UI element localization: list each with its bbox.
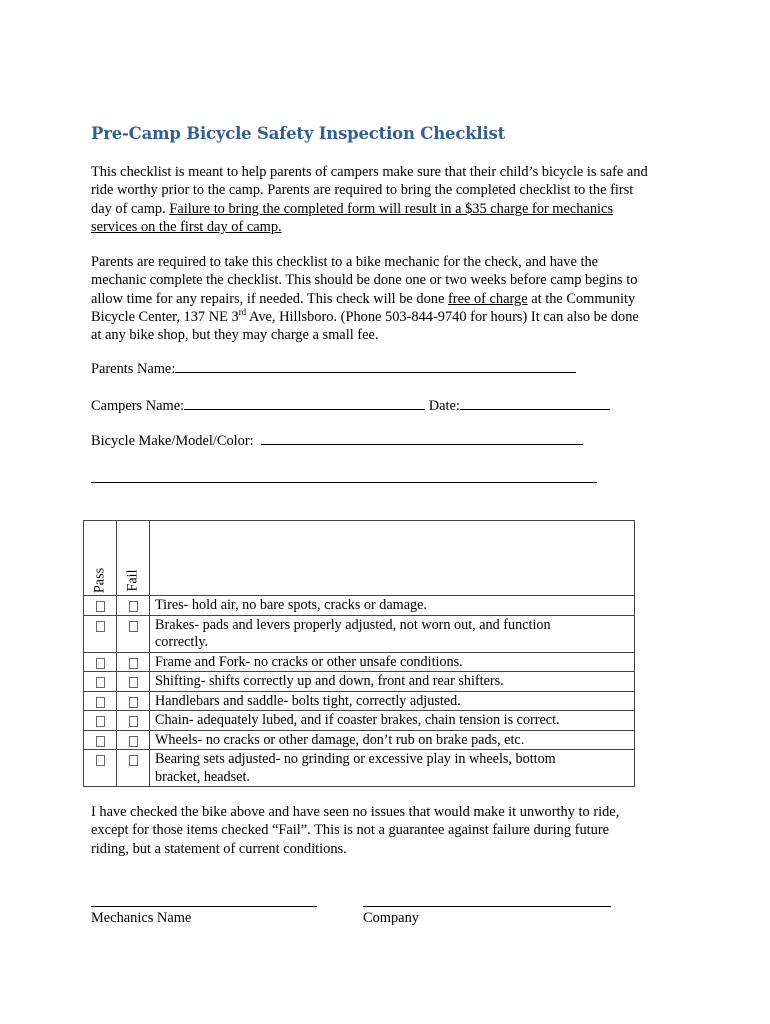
ordinal-suffix: rd bbox=[238, 307, 247, 318]
closing-line-3: riding, but a statement of current conditions. bbox=[91, 840, 347, 857]
pass-cell[interactable] bbox=[84, 730, 117, 750]
item-description bbox=[150, 672, 635, 692]
fail-cell[interactable] bbox=[117, 652, 150, 672]
instructions-line-2: mechanic complete the checklist. This should be done one or two weeks before camp begins to bbox=[91, 272, 638, 289]
item-line: Chain- adequately lubed, and if coaster brakes, chain tension is correct. bbox=[155, 712, 560, 728]
instructions-line-3a: allow time for any repairs, if needed. This check will be done bbox=[91, 290, 448, 307]
item-line: Frame and Fork- no cracks or other unsafe conditions. bbox=[155, 653, 463, 670]
pass-cell[interactable] bbox=[84, 615, 117, 652]
bicycle-field[interactable] bbox=[91, 432, 583, 450]
item-line: Shifting- shifts correctly up and down, front and rear shifters. bbox=[155, 673, 504, 689]
table-header-row bbox=[84, 521, 635, 596]
fail-checkbox[interactable] bbox=[129, 716, 138, 727]
company-signature-line[interactable] bbox=[363, 906, 611, 907]
instructions-line-3 bbox=[91, 290, 691, 308]
date-line[interactable] bbox=[460, 397, 610, 410]
fail-checkbox[interactable] bbox=[129, 755, 138, 766]
charge-warning: Failure to bring the completed form will result in a $35 charge for mechanics bbox=[169, 200, 614, 217]
fail-cell[interactable] bbox=[117, 596, 150, 616]
free-of-charge: free of charge bbox=[447, 290, 528, 307]
company-label: Company bbox=[363, 910, 419, 926]
pass-checkbox[interactable] bbox=[96, 601, 105, 612]
instructions-paragraph bbox=[91, 253, 691, 344]
fail-checkbox[interactable] bbox=[129, 697, 138, 708]
parents-name-line[interactable] bbox=[175, 360, 576, 373]
parents-name-label: Parents Name: bbox=[91, 361, 176, 377]
fail-cell[interactable] bbox=[117, 672, 150, 692]
fail-checkbox[interactable] bbox=[129, 601, 138, 612]
table-row bbox=[84, 615, 635, 652]
certification-paragraph bbox=[91, 803, 691, 858]
item-line: Tires- hold air, no bare spots, cracks or damage. bbox=[155, 597, 427, 613]
item-line: Brakes- pads and levers properly adjusted, not worn out, and function bbox=[155, 616, 551, 633]
bicycle-extra-line[interactable] bbox=[91, 482, 597, 483]
campers-name-field[interactable] bbox=[91, 397, 610, 415]
pass-checkbox[interactable] bbox=[96, 736, 105, 747]
fail-header bbox=[117, 521, 150, 596]
instructions-line-4 bbox=[91, 308, 691, 326]
campers-name-label: Campers Name: bbox=[91, 398, 185, 414]
bicycle-line[interactable] bbox=[261, 432, 583, 445]
fail-label: Fail bbox=[124, 569, 141, 592]
description-header bbox=[150, 521, 635, 596]
pass-checkbox[interactable] bbox=[96, 621, 105, 632]
item-line: Handlebars and saddle- bolts tight, correctly adjusted. bbox=[155, 692, 461, 709]
pass-checkbox[interactable] bbox=[96, 677, 105, 688]
item-description bbox=[150, 615, 635, 652]
instructions-line-4a: Bicycle Center, 137 NE 3 bbox=[91, 308, 239, 325]
fail-cell[interactable] bbox=[117, 730, 150, 750]
intro-line-4: services on the first day of camp. bbox=[91, 218, 282, 235]
fail-checkbox[interactable] bbox=[129, 677, 138, 688]
table-row bbox=[84, 711, 635, 731]
bicycle-label: Bicycle Make/Model/Color: bbox=[91, 433, 254, 449]
mechanic-name-label: Mechanics Name bbox=[91, 910, 192, 926]
pass-cell[interactable] bbox=[84, 691, 117, 711]
pass-cell[interactable] bbox=[84, 750, 117, 787]
table-row bbox=[84, 596, 635, 616]
pass-cell[interactable] bbox=[84, 672, 117, 692]
fail-cell[interactable] bbox=[117, 615, 150, 652]
pass-cell[interactable] bbox=[84, 652, 117, 672]
table-row bbox=[84, 652, 635, 672]
intro-line-2: ride worthy prior to the camp. Parents are required to bring the completed checklist to the first bbox=[91, 182, 634, 199]
intro-line-3-text: day of camp. bbox=[91, 200, 170, 217]
item-description bbox=[150, 750, 635, 787]
instructions-line-4b: Ave, Hillsboro. (Phone 503-844-9740 for hours) It can also be done bbox=[246, 308, 639, 325]
pass-header bbox=[84, 521, 117, 596]
item-description bbox=[150, 596, 635, 616]
closing-line-1: I have checked the bike above and have seen no issues that would make it unworthy to ride, bbox=[91, 804, 620, 820]
date-label: Date: bbox=[428, 398, 460, 414]
item-line: Wheels- no cracks or other damage, don’t rub on brake pads, etc. bbox=[155, 731, 525, 748]
instructions-line-5: at any bike shop, but they may charge a small fee. bbox=[91, 327, 379, 344]
intro-line-3 bbox=[91, 200, 691, 218]
pass-cell[interactable] bbox=[84, 711, 117, 731]
fail-checkbox[interactable] bbox=[129, 658, 138, 669]
table-row bbox=[84, 672, 635, 692]
fail-checkbox[interactable] bbox=[129, 736, 138, 747]
instructions-line-1: Parents are required to take this checklist to a bike mechanic for the check, and have the bbox=[91, 254, 599, 270]
item-description bbox=[150, 730, 635, 750]
pass-checkbox[interactable] bbox=[96, 697, 105, 708]
fail-checkbox[interactable] bbox=[129, 621, 138, 632]
pass-checkbox[interactable] bbox=[96, 755, 105, 766]
table-row bbox=[84, 691, 635, 711]
instructions-line-3b: at the Community bbox=[527, 290, 636, 307]
item-line-2: correctly. bbox=[155, 634, 209, 650]
fail-cell[interactable] bbox=[117, 691, 150, 711]
pass-cell[interactable] bbox=[84, 596, 117, 616]
table-row bbox=[84, 750, 635, 787]
fail-cell[interactable] bbox=[117, 750, 150, 787]
fail-cell[interactable] bbox=[117, 711, 150, 731]
table-row bbox=[84, 730, 635, 750]
item-description bbox=[150, 691, 635, 711]
item-line: Bearing sets adjusted- no grinding or excessive play in wheels, bottom bbox=[155, 751, 556, 767]
intro-paragraph bbox=[91, 163, 691, 236]
pass-checkbox[interactable] bbox=[96, 658, 105, 669]
parents-name-field[interactable] bbox=[91, 360, 576, 378]
page-title: Pre-Camp Bicycle Safety Inspection Checklist bbox=[91, 124, 506, 143]
pass-label: Pass bbox=[91, 567, 108, 594]
item-line-2: bracket, headset. bbox=[155, 768, 250, 785]
inspection-table bbox=[83, 520, 635, 787]
pass-checkbox[interactable] bbox=[96, 716, 105, 727]
closing-line-2: except for those items checked “Fail”. This is not a guarantee against failure during future bbox=[91, 822, 610, 839]
mechanic-signature-line[interactable] bbox=[91, 906, 317, 907]
item-description bbox=[150, 652, 635, 672]
intro-line-1: This checklist is meant to help parents of campers make sure that their child’s bicycle is safe and bbox=[91, 164, 648, 180]
campers-name-line[interactable] bbox=[184, 397, 425, 410]
item-description bbox=[150, 711, 635, 731]
